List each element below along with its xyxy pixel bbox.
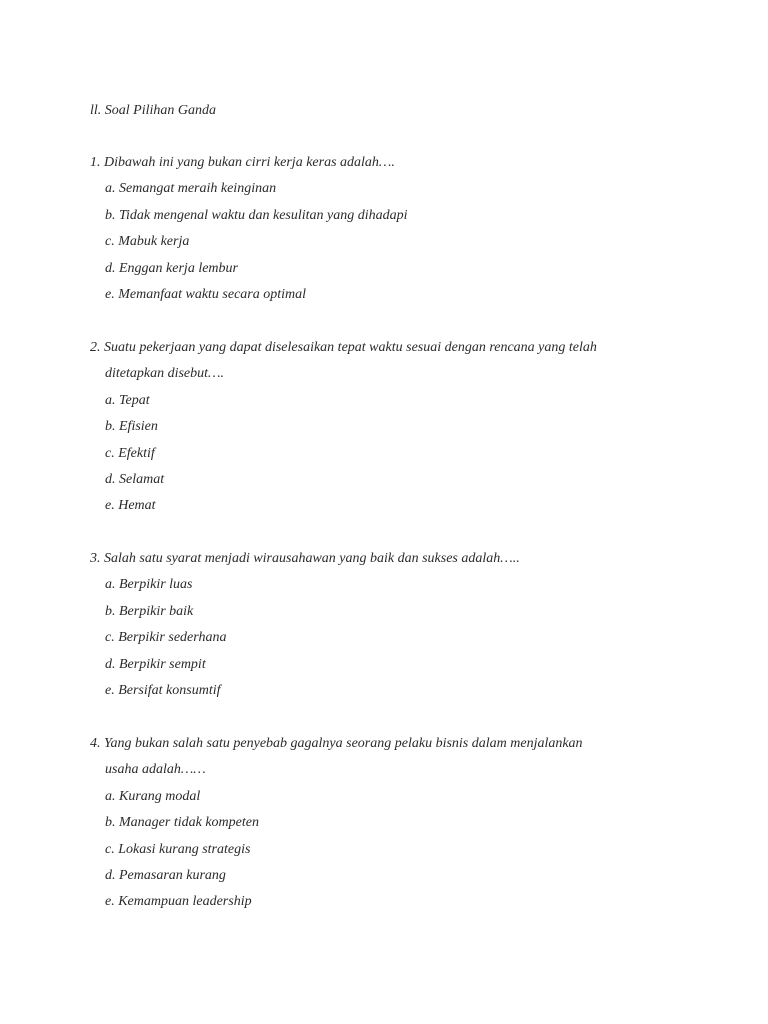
question-2: [90, 337, 690, 522]
option-e: e. Hemat: [105, 498, 156, 514]
option-b: b. Berpikir baik: [105, 603, 194, 619]
option-b: b. Efisien: [105, 419, 158, 435]
option-d: d. Selamat: [105, 471, 165, 487]
option-c: c. Mabuk kerja: [105, 234, 190, 250]
option-a: a. Berpikir luas: [105, 577, 193, 593]
option-c: c. Berpikir sederhana: [105, 630, 227, 646]
option-a: a. Tepat: [105, 392, 150, 408]
option-b: b. Tidak mengenal waktu dan kesulitan yang dihadapi: [105, 207, 408, 223]
option-d: d. Enggan kerja lembur: [105, 260, 238, 276]
option-e: e. Memanfaat waktu secara optimal: [105, 286, 307, 302]
option-d: d. Pemasaran kurang: [105, 867, 226, 883]
option-b: b. Manager tidak kompeten: [105, 815, 259, 831]
question-text: 4. Yang bukan salah satu penyebab gagalnya seorang pelaku bisnis dalam menjalankan: [90, 736, 583, 751]
question-3: [90, 548, 690, 706]
question-1: [90, 152, 690, 310]
option-a: a. Kurang modal: [105, 788, 201, 804]
question-text-continued: usaha adalah……: [105, 762, 206, 778]
option-e: e. Kemampuan leadership: [105, 894, 252, 910]
question-text: 1. Dibawah ini yang bukan cirri kerja keras adalah….: [90, 155, 395, 170]
section-title: ll. Soal Pilihan Ganda: [90, 103, 216, 118]
question-text-continued: ditetapkan disebut….: [105, 366, 224, 382]
option-e: e. Bersifat konsumtif: [105, 682, 221, 698]
option-a: a. Semangat meraih keinginan: [105, 181, 277, 197]
option-d: d. Berpikir sempit: [105, 656, 206, 672]
question-4: [90, 733, 690, 918]
option-c: c. Lokasi kurang strategis: [105, 841, 251, 857]
question-text: 3. Salah satu syarat menjadi wirausahawan yang baik dan sukses adalah…..: [90, 551, 520, 566]
option-c: c. Efektif: [105, 445, 155, 461]
question-text: 2. Suatu pekerjaan yang dapat diselesaikan tepat waktu sesuai dengan rencana yang telah: [90, 340, 597, 355]
